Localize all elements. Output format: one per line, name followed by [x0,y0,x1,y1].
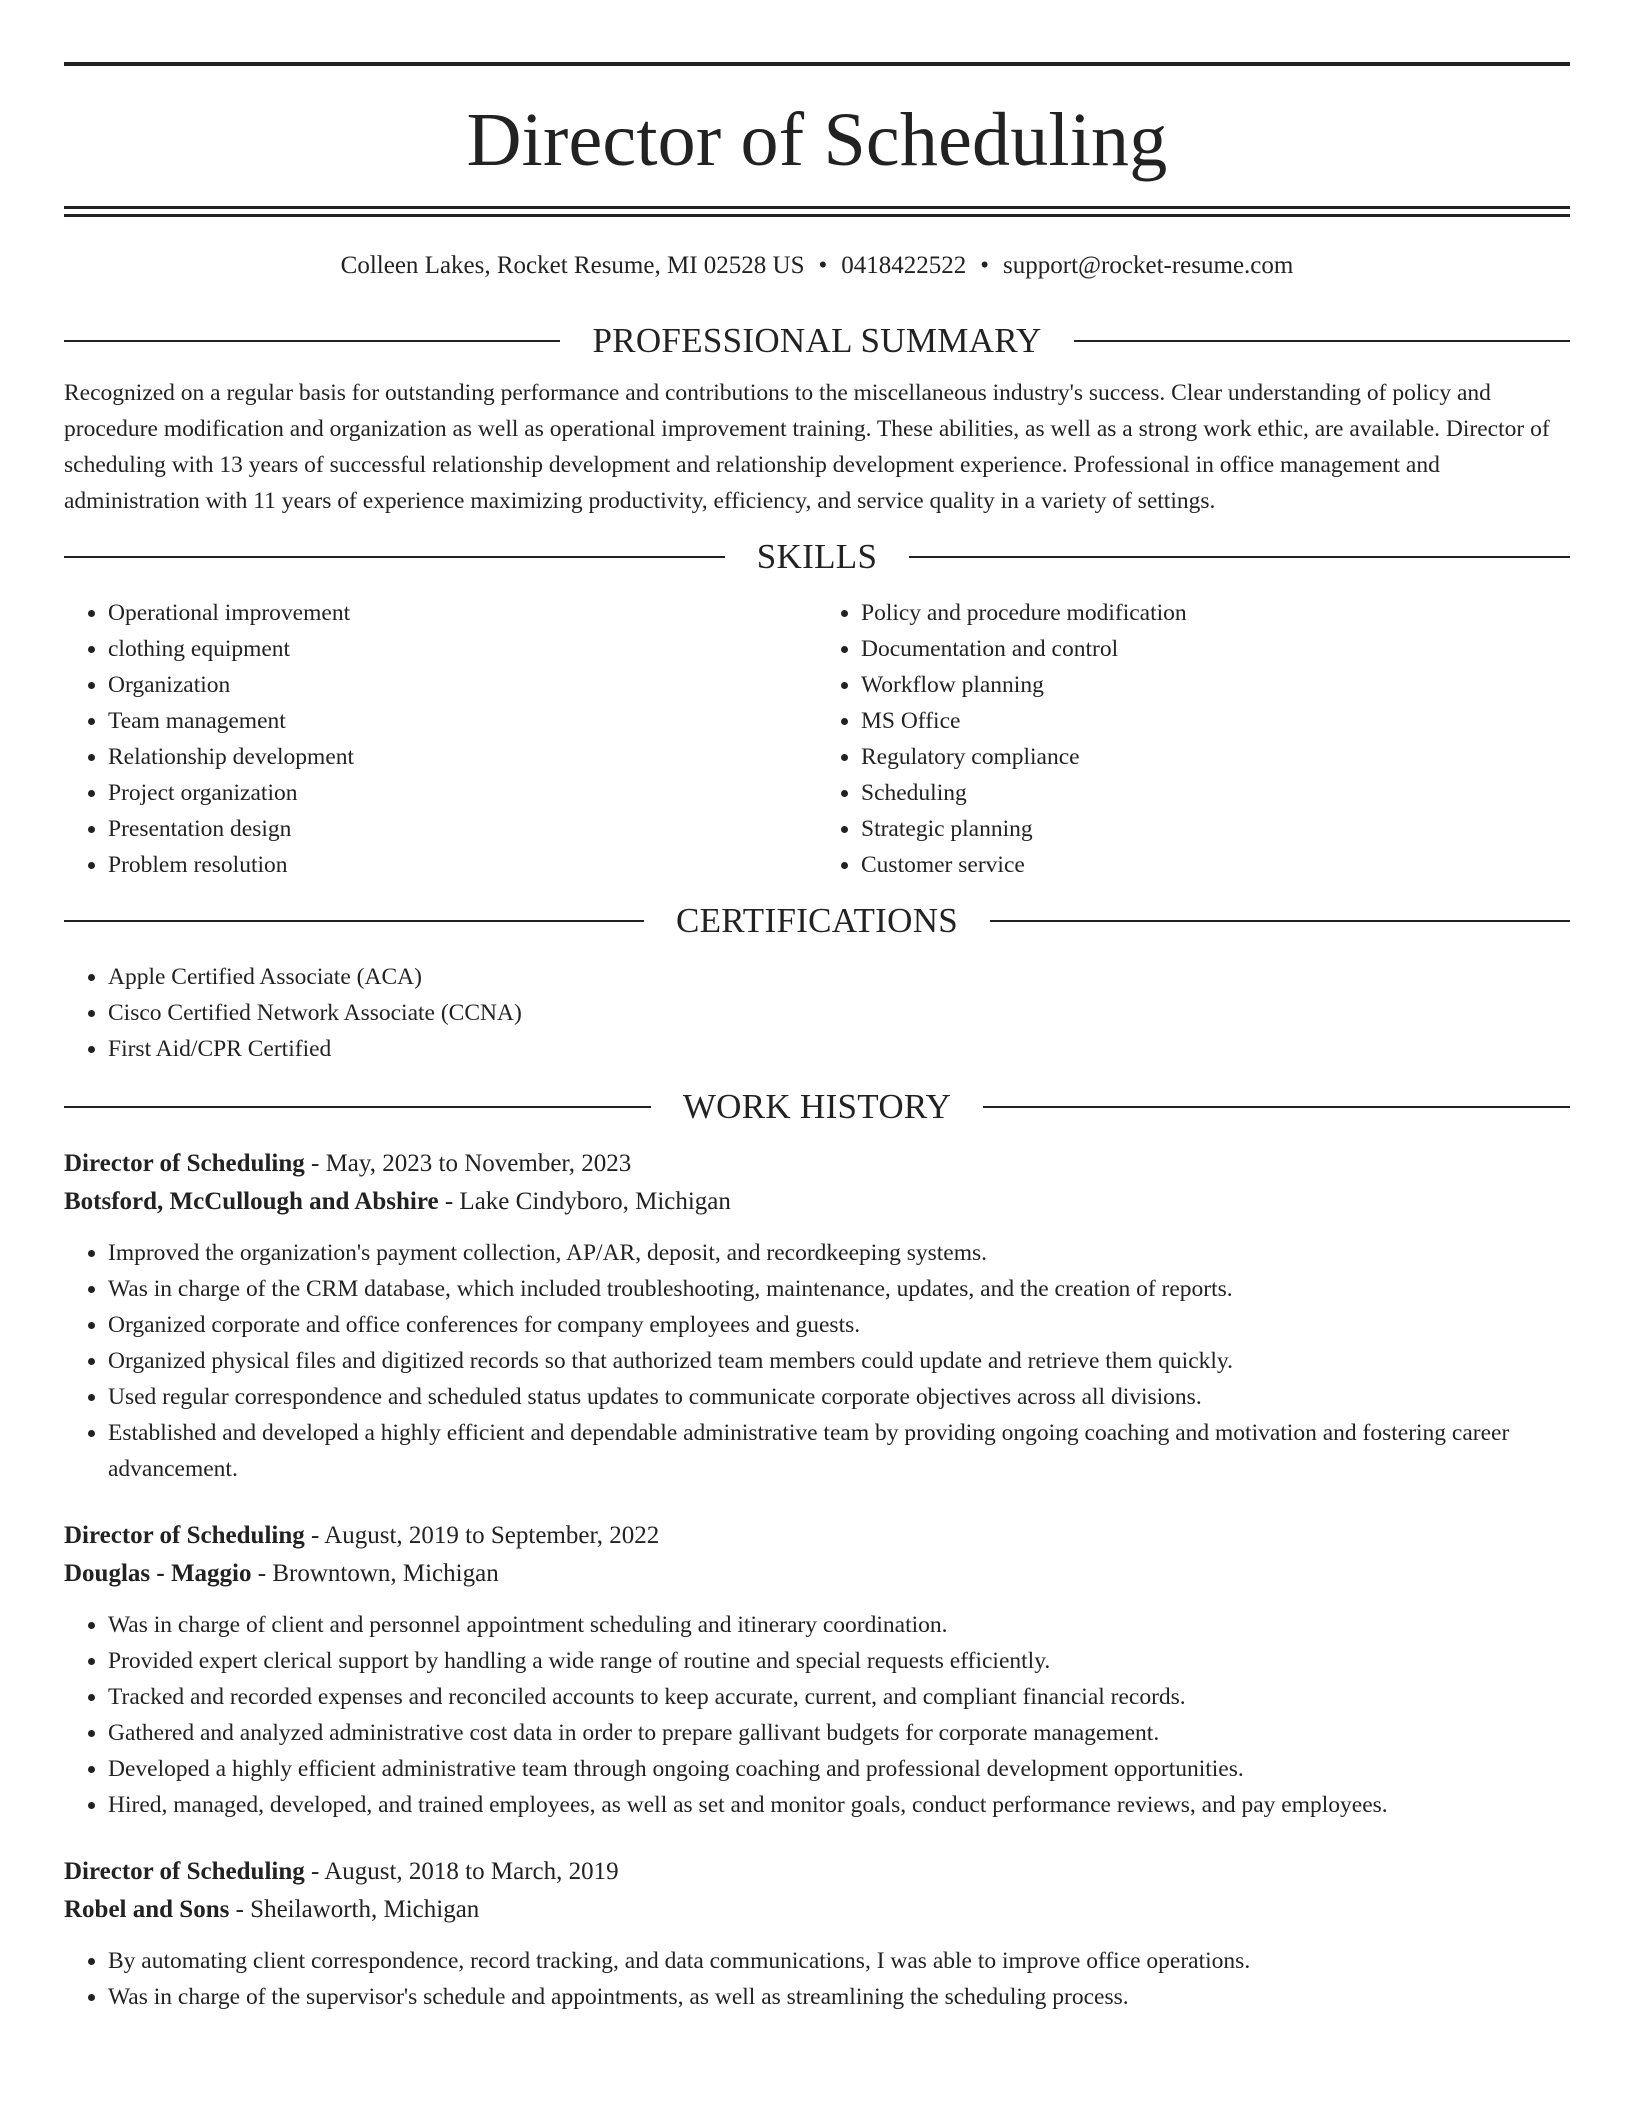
skill-item: • Project organization [108,775,817,811]
job-company: Douglas - Maggio [64,1560,252,1587]
job-dates: - August, 2019 to September, 2022 [304,1522,660,1549]
job-title: Director of Scheduling [64,1858,305,1885]
job-bullet: • Organized physical files and digitized records so that authorized team members could update and retrieve them quickly. [108,1343,1570,1379]
section-title: SKILLS [756,537,878,576]
job-title-line [64,1145,1570,1183]
job-bullet: • Organized corporate and office conferences for company employees and guests. [108,1307,1570,1343]
title-rule-lower [64,214,1570,217]
job-title-line [64,1517,1570,1555]
job-bullet: • Provided expert clerical support by handling a wide range of routine and special requests efficiently. [108,1643,1570,1679]
contact-separator: • [980,252,990,279]
section-title: WORK HISTORY [682,1087,952,1126]
skills-list-left [64,595,817,883]
job-bullet: • Gathered and analyzed administrative cost data in order to prepare gallivant budgets for corporate management. [108,1715,1570,1751]
job-entry [64,1145,1570,1487]
job-bullet: • Established and developed a highly efficient and dependable administrative team by providing ongoing coaching and motivation and fostering career advancement. [108,1415,1570,1487]
section-heading-work-history [64,1085,1570,1129]
heading-rule [64,920,644,922]
job-title-line [64,1853,1570,1891]
job-company: Robel and Sons [64,1896,230,1923]
job-company-line [64,1891,1570,1929]
skills-list-right [817,595,1570,883]
heading-rule [64,556,725,558]
heading-rule [64,340,560,342]
skill-item: • Presentation design [108,811,817,847]
section-title: CERTIFICATIONS [675,901,959,940]
certification-item: • First Aid/CPR Certified [108,1031,1570,1067]
job-location: - Browntown, Michigan [251,1560,499,1587]
job-location: - Sheilaworth, Michigan [229,1896,480,1923]
job-company: Botsford, McCullough and Abshire [64,1188,439,1215]
contact-line [64,251,1570,281]
job-entry [64,1517,1570,1823]
heading-rule [990,920,1570,922]
job-company-line [64,1555,1570,1593]
job-location: - Lake Cindyboro, Michigan [438,1188,731,1215]
job-company-line [64,1183,1570,1221]
skill-item: • Problem resolution [108,847,817,883]
job-entry [64,1853,1570,2015]
skill-item: • Organization [108,667,817,703]
job-dates: - May, 2023 to November, 2023 [304,1150,632,1177]
section-title: PROFESSIONAL SUMMARY [592,321,1042,360]
skill-item: • Documentation and control [861,631,1570,667]
skill-item: • Scheduling [861,775,1570,811]
section-heading-skills [64,535,1570,579]
job-dates: - August, 2018 to March, 2019 [304,1858,619,1885]
job-bullet: • Developed a highly efficient administrative team through ongoing coaching and professional development opportunities. [108,1751,1570,1787]
skill-item: • Team management [108,703,817,739]
job-bullet: • Was in charge of the CRM database, which included troubleshooting, maintenance, updates, and the creation of reports. [108,1271,1570,1307]
certifications-list [64,959,1570,1067]
job-bullet: • Improved the organization's payment collection, AP/AR, deposit, and recordkeeping systems. [108,1235,1570,1271]
skill-item: • MS Office [861,703,1570,739]
job-bullets [64,1235,1570,1487]
job-bullet: • By automating client correspondence, record tracking, and data communications, I was able to improve office operations. [108,1943,1570,1979]
title-rule-upper [64,206,1570,209]
heading-rule [1074,340,1570,342]
certification-item: • Apple Certified Associate (ACA) [108,959,1570,995]
skill-item: • Customer service [861,847,1570,883]
skills-grid [64,595,1570,883]
heading-rule [64,1106,651,1108]
skill-item: • Strategic planning [861,811,1570,847]
heading-rule [909,556,1570,558]
skill-item: • Workflow planning [861,667,1570,703]
skill-item: • Operational improvement [108,595,817,631]
section-heading-certifications [64,899,1570,943]
job-bullet: • Was in charge of client and personnel appointment scheduling and itinerary coordination. [108,1607,1570,1643]
skill-item: • clothing equipment [108,631,817,667]
skill-item: • Relationship development [108,739,817,775]
job-title: Director of Scheduling [64,1150,305,1177]
resume-page [64,62,1570,2015]
certification-item: • Cisco Certified Network Associate (CCNA) [108,995,1570,1031]
top-rule [64,62,1570,66]
job-title: Director of Scheduling [64,1522,305,1549]
job-bullets [64,1943,1570,2015]
contact-separator: • [818,252,828,279]
skill-item: • Regulatory compliance [861,739,1570,775]
contact-phone: 0418422522 [841,252,967,279]
heading-rule [983,1106,1570,1108]
skill-item: • Policy and procedure modification [861,595,1570,631]
job-bullet: • Was in charge of the supervisor's schedule and appointments, as well as streamlining the scheduling process. [108,1979,1570,2015]
contact-email: support@rocket-resume.com [1003,252,1294,279]
section-heading-summary [64,319,1570,363]
job-bullet: • Tracked and recorded expenses and reconciled accounts to keep accurate, current, and compliant financial records. [108,1679,1570,1715]
job-bullets [64,1607,1570,1823]
contact-address: Colleen Lakes, Rocket Resume, MI 02528 US [340,252,805,279]
resume-title: Director of Scheduling [466,98,1168,182]
job-bullet: • Used regular correspondence and scheduled status updates to communicate corporate objectives across all divisions. [108,1379,1570,1415]
job-bullet: • Hired, managed, developed, and trained employees, as well as set and monitor goals, conduct performance reviews, and pay employees. [108,1787,1570,1823]
summary-text: Recognized on a regular basis for outstanding performance and contributions to the miscellaneous industry's success. Clear understanding of policy and procedure modification and organization as well as operational improvement training. These abilities, as well as a strong work ethic, are available. Director of scheduling with 13 years of successful relationship development and relationship development experience. Professional in office management and administration with 11 years of experience maximizing productivity, efficiency, and service quality in a variety of settings. [64,380,1550,514]
